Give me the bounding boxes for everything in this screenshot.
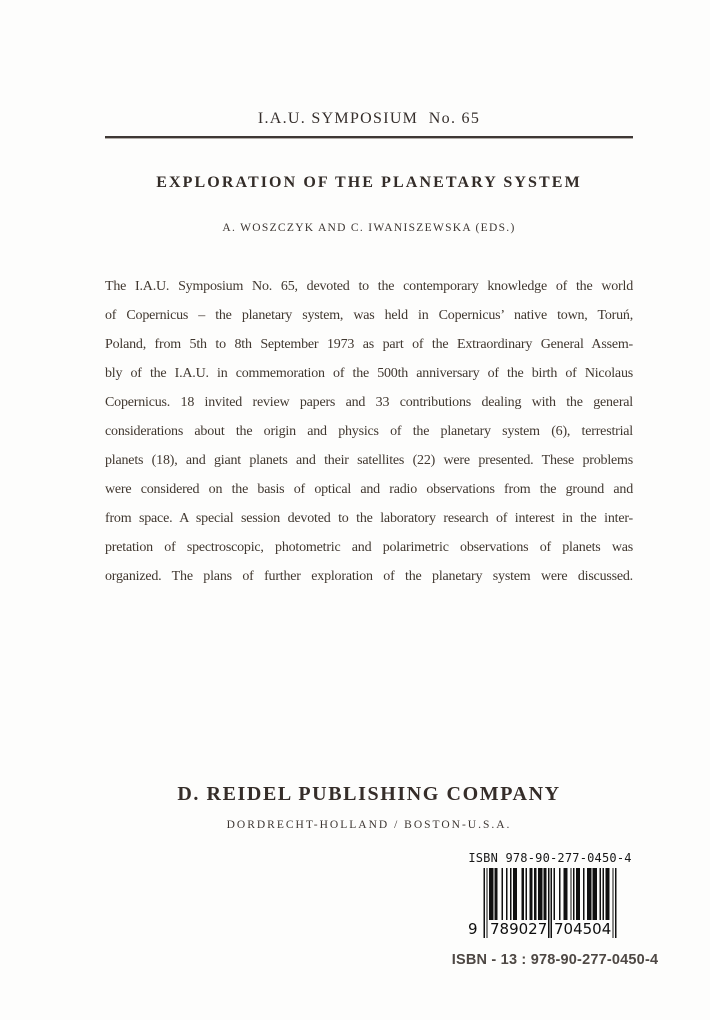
abstract-line: of Copernicus – the planetary system, was held in Copernicus’ native town, Toruń, xyxy=(105,308,633,323)
abstract-line: pretation of spectroscopic, photometric and polarimetric observations of planets was xyxy=(105,540,633,555)
abstract-line: from space. A special session devoted to the laboratory research of interest in the inter- xyxy=(105,511,633,526)
ean13-barcode xyxy=(462,868,638,940)
editors-line: A. WOSZCZYK AND C. IWANISZEWSKA (EDS.) xyxy=(222,222,516,234)
barcode-digit-group2: 704504 xyxy=(554,920,612,938)
abstract-line: The I.A.U. Symposium No. 65, devoted to the contemporary knowledge of the world xyxy=(105,279,633,294)
publisher-name: D. REIDEL PUBLISHING COMPANY xyxy=(177,783,561,805)
abstract-line: considerations about the origin and physics of the planetary system (6), terrestrial xyxy=(105,424,633,439)
abstract-line: Poland, from 5th to 8th September 1973 as part of the Extraordinary General Assem- xyxy=(105,337,633,352)
abstract-paragraph xyxy=(105,272,633,591)
abstract-line: bly of the I.A.U. in commemoration of the 500th anniversary of the birth of Nicolaus xyxy=(105,366,633,381)
series-title: I.A.U. SYMPOSIUM No. 65 xyxy=(257,110,481,127)
barcode-isbn-header: ISBN 978-90-277-0450-4 xyxy=(468,851,632,865)
book-title: EXPLORATION OF THE PLANETARY SYSTEM xyxy=(156,174,582,191)
isbn13-text-line: ISBN - 13 : 978-90-277-0450-4 xyxy=(451,952,659,968)
abstract-line: planets (18), and giant planets and their satellites (22) were presented. These problems xyxy=(105,453,633,468)
publisher-locations: DORDRECHT-HOLLAND / BOSTON-U.S.A. xyxy=(226,819,512,831)
horizontal-rule xyxy=(105,136,633,139)
isbn-barcode-block xyxy=(462,851,638,947)
barcode-digit-group1: 789027 xyxy=(490,920,548,938)
abstract-line: were considered on the basis of optical and radio observations from the ground and xyxy=(105,482,633,497)
abstract-line: organized. The plans of further exploration of the planetary system were discussed. xyxy=(105,569,633,584)
barcode-digit-first: 9 xyxy=(468,920,478,938)
abstract-line: Copernicus. 18 invited review papers and 33 contributions dealing with the general xyxy=(105,395,633,410)
